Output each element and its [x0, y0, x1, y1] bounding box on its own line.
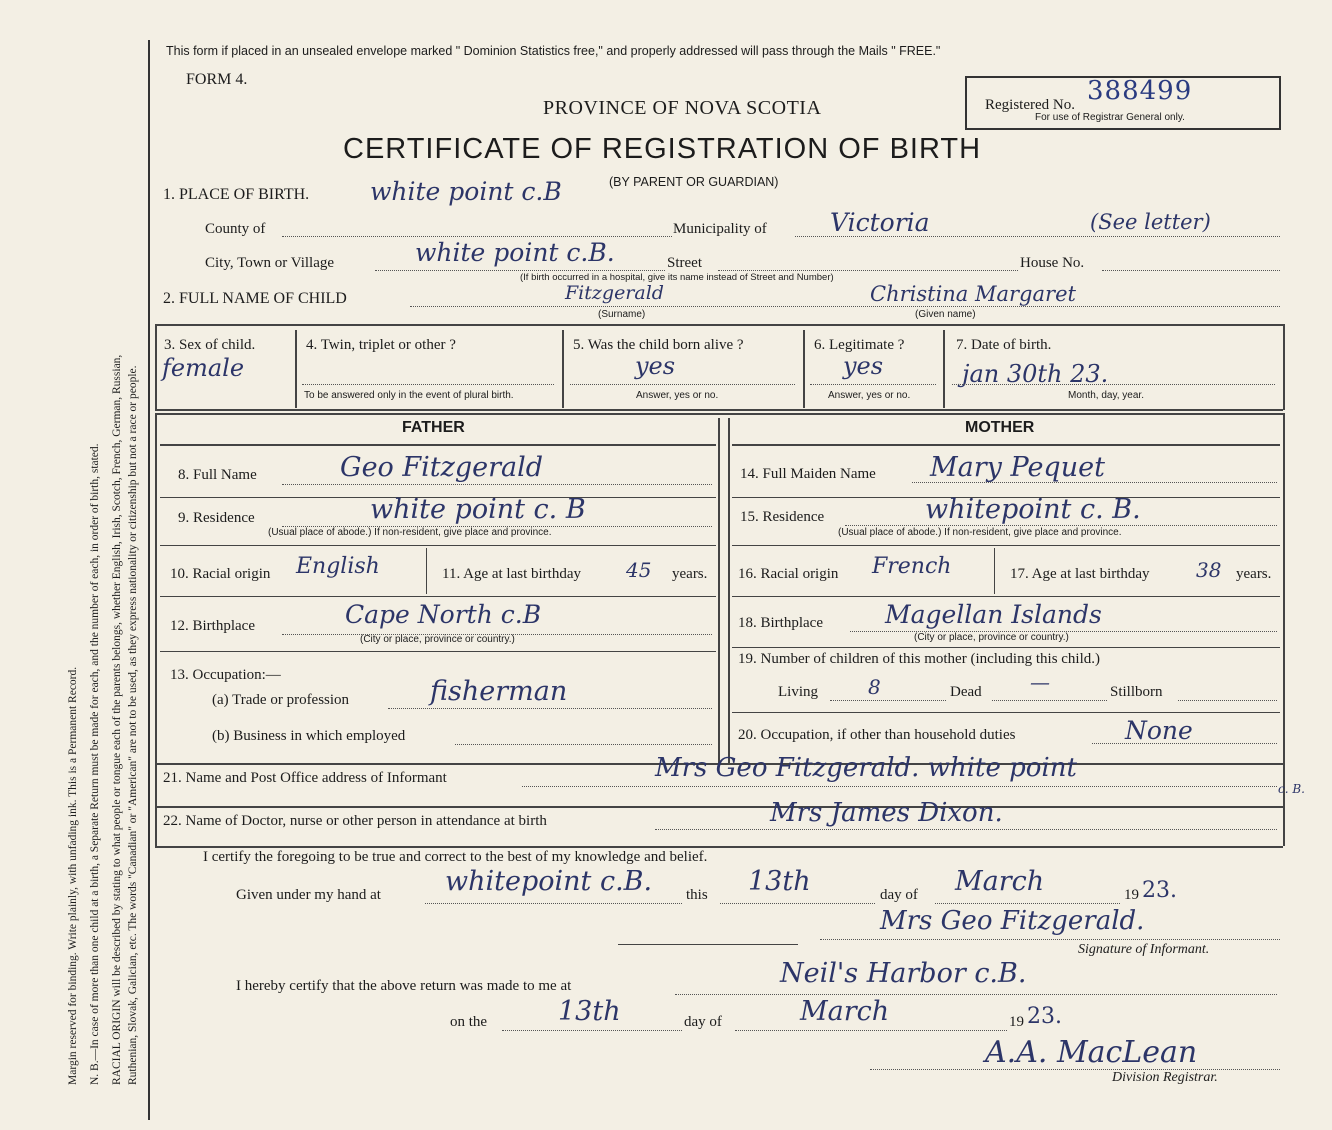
mother-residence-caption: (Usual place of abode.) If non-resident, give place and province.	[838, 527, 1122, 538]
business-label: (b) Business in which employed	[212, 728, 406, 744]
father-occupation-label: 13. Occupation:—	[170, 667, 281, 683]
dead-label: Dead	[950, 684, 982, 700]
mother-occupation-label: 20. Occupation, if other than household duties	[738, 727, 1016, 743]
mother-racial-value: French	[872, 554, 952, 579]
date-of-birth-value: jan 30th 23.	[962, 360, 1109, 388]
form-number: FORM 4.	[186, 71, 248, 88]
registered-no-label: Registered No.	[985, 97, 1075, 113]
mother-age-unit: years.	[1236, 566, 1272, 582]
father-age-value: 45	[626, 558, 652, 582]
mother-name-value: Mary Pequet	[930, 452, 1105, 483]
municipality-label: Municipality of	[673, 221, 767, 237]
father-heading: FATHER	[402, 419, 465, 436]
legitimate-value: yes	[843, 352, 884, 380]
hospital-note: (If birth occurred in a hospital, give its name instead of Street and Number)	[520, 272, 834, 283]
informant-value: Mrs Geo Fitzgerald. white point	[655, 753, 1077, 783]
child-surname: Fitzgerald	[565, 282, 664, 304]
father-residence-value: white point c. B	[370, 494, 586, 525]
mother-birthplace-value: Magellan Islands	[885, 600, 1102, 629]
twin-note: To be answered only in the event of plural birth.	[304, 390, 514, 401]
father-age-unit: years.	[672, 566, 708, 582]
twin-label: 4. Twin, triplet or other ?	[306, 337, 456, 353]
father-name-value: Geo Fitzgerald	[340, 452, 544, 483]
father-birthplace-value: Cape North c.B	[345, 600, 542, 629]
father-birthplace-caption: (City or place, province or country.)	[360, 634, 515, 645]
date-of-birth-caption: Month, day, year.	[1068, 390, 1144, 401]
father-racial-value: English	[296, 554, 380, 579]
margin-binding-note: Margin reserved for binding. Write plainly, with unfading ink. This is a Permanent Record.	[67, 666, 79, 1085]
born-alive-label: 5. Was the child born alive ?	[573, 337, 744, 353]
father-birthplace-label: 12. Birthplace	[170, 618, 255, 634]
certify-day-value: 13th	[748, 866, 811, 897]
dead-value: —	[1030, 670, 1050, 694]
city-value: white point c.B.	[415, 238, 615, 267]
mother-birthplace-caption: (City or place, province or country.)	[914, 632, 1069, 643]
margin-racial-note-2: Ruthenian, Slovak, Galician, etc. The words "Canadian" or "American" are not to be used, as they express nationality or citizenship but not a race or people.	[127, 365, 139, 1085]
mother-birthplace-label: 18. Birthplace	[738, 615, 823, 631]
living-value: 8	[868, 675, 881, 699]
certificate-title: CERTIFICATE OF REGISTRATION OF BIRTH	[343, 133, 982, 165]
born-alive-caption: Answer, yes or no.	[636, 390, 719, 401]
child-name-label: 2. FULL NAME OF CHILD	[163, 290, 347, 307]
by-parent-note: (BY PARENT OR GUARDIAN)	[609, 175, 779, 189]
registrar-signature: A.A. MacLean	[985, 1035, 1198, 1070]
registered-number-box	[965, 76, 1281, 130]
father-name-label: 8. Full Name	[178, 467, 257, 483]
doctor-value: Mrs James Dixon.	[770, 798, 1003, 828]
date-of-birth-label: 7. Date of birth.	[956, 337, 1052, 353]
father-residence-caption: (Usual place of abode.) If non-resident, give place and province.	[268, 527, 552, 538]
mother-heading: MOTHER	[965, 419, 1035, 436]
registrar-on-label: on the	[450, 1014, 488, 1030]
mail-notice: This form if placed in an unsealed envelope marked " Dominion Statistics free," and properly addressed will pass through the Mails " FREE."	[166, 44, 941, 58]
child-given-name: Christina Margaret	[870, 282, 1076, 306]
given-under-label: Given under my hand at	[236, 887, 381, 903]
certify-month-value: March	[955, 866, 1045, 897]
sex-value: female	[162, 354, 245, 382]
margin-nb-note: N. B.—In case of more than one child at a birth, a Separate Return must be made for each, and the number of each, in order of birth, stated.	[89, 443, 101, 1085]
sex-label: 3. Sex of child.	[164, 337, 256, 353]
father-residence-label: 9. Residence	[178, 510, 255, 526]
living-label: Living	[778, 684, 818, 700]
legitimate-label: 6. Legitimate ?	[814, 337, 905, 353]
father-age-label: 11. Age at last birthday	[442, 566, 581, 582]
margin-racial-note: RACIAL ORIGIN will be described by stating to what people or tongue each of the parents belongs, whether English, Irish, Scotch, French, German, Russian,	[111, 354, 123, 1085]
certify-year-prefix: 19	[1124, 887, 1139, 903]
mother-residence-label: 15. Residence	[740, 509, 825, 525]
certify-day-label: day of	[880, 887, 918, 903]
house-no-label: House No.	[1020, 255, 1085, 271]
informant-value-cont: c. B.	[1278, 782, 1305, 796]
place-of-birth-value: white point c.B	[370, 177, 562, 206]
stillborn-label: Stillborn	[1110, 684, 1163, 700]
surname-caption: (Surname)	[598, 309, 646, 320]
trade-value: fisherman	[430, 676, 568, 707]
registrar-statement: I hereby certify that the above return was made to me at	[236, 978, 572, 994]
mother-residence-value: whitepoint c. B.	[925, 494, 1141, 525]
registrar-use-note: For use of Registrar General only.	[1035, 112, 1185, 123]
informant-signature: Mrs Geo Fitzgerald.	[880, 906, 1145, 936]
registrar-place-value: Neil's Harbor c.B.	[780, 958, 1027, 989]
doctor-label: 22. Name of Doctor, nurse or other person in attendance at birth	[163, 813, 547, 829]
margin-rule	[148, 40, 150, 1120]
registrar-month-value: March	[800, 996, 890, 1027]
registered-no-value: 388499	[1087, 76, 1193, 106]
registrar-year-prefix: 19	[1009, 1014, 1024, 1030]
informant-label: 21. Name and Post Office address of Informant	[163, 770, 447, 786]
mother-age-value: 38	[1196, 558, 1222, 582]
this-label: this	[686, 887, 708, 903]
registrar-day-label: day of	[684, 1014, 722, 1030]
given-place-value: whitepoint c.B.	[445, 866, 653, 897]
municipality-note: (See letter)	[1090, 210, 1211, 234]
county-label: County of	[205, 221, 266, 237]
certify-statement: I certify the foregoing to be true and correct to the best of my knowledge and belief.	[203, 849, 708, 865]
informant-signature-caption: Signature of Informant.	[1078, 942, 1210, 957]
trade-label: (a) Trade or profession	[212, 692, 350, 708]
certify-year-value: 23.	[1142, 878, 1177, 903]
given-name-caption: (Given name)	[915, 309, 976, 320]
children-count-label: 19. Number of children of this mother (including this child.)	[738, 651, 1101, 667]
legitimate-caption: Answer, yes or no.	[828, 390, 911, 401]
mother-name-label: 14. Full Maiden Name	[740, 466, 876, 482]
place-of-birth-label: 1. PLACE OF BIRTH.	[163, 186, 310, 203]
father-racial-label: 10. Racial origin	[170, 566, 271, 582]
city-label: City, Town or Village	[205, 255, 335, 271]
registrar-day-value: 13th	[558, 996, 621, 1027]
province-heading: PROVINCE OF NOVA SCOTIA	[543, 97, 822, 119]
mother-occupation-value: None	[1125, 716, 1193, 745]
municipality-value: Victoria	[830, 208, 930, 237]
registrar-year-value: 23.	[1027, 1004, 1062, 1029]
registrar-signature-caption: Division Registrar.	[1112, 1070, 1218, 1085]
mother-age-label: 17. Age at last birthday	[1010, 566, 1150, 582]
street-label: Street	[667, 255, 702, 271]
mother-racial-label: 16. Racial origin	[738, 566, 839, 582]
born-alive-value: yes	[635, 352, 676, 380]
